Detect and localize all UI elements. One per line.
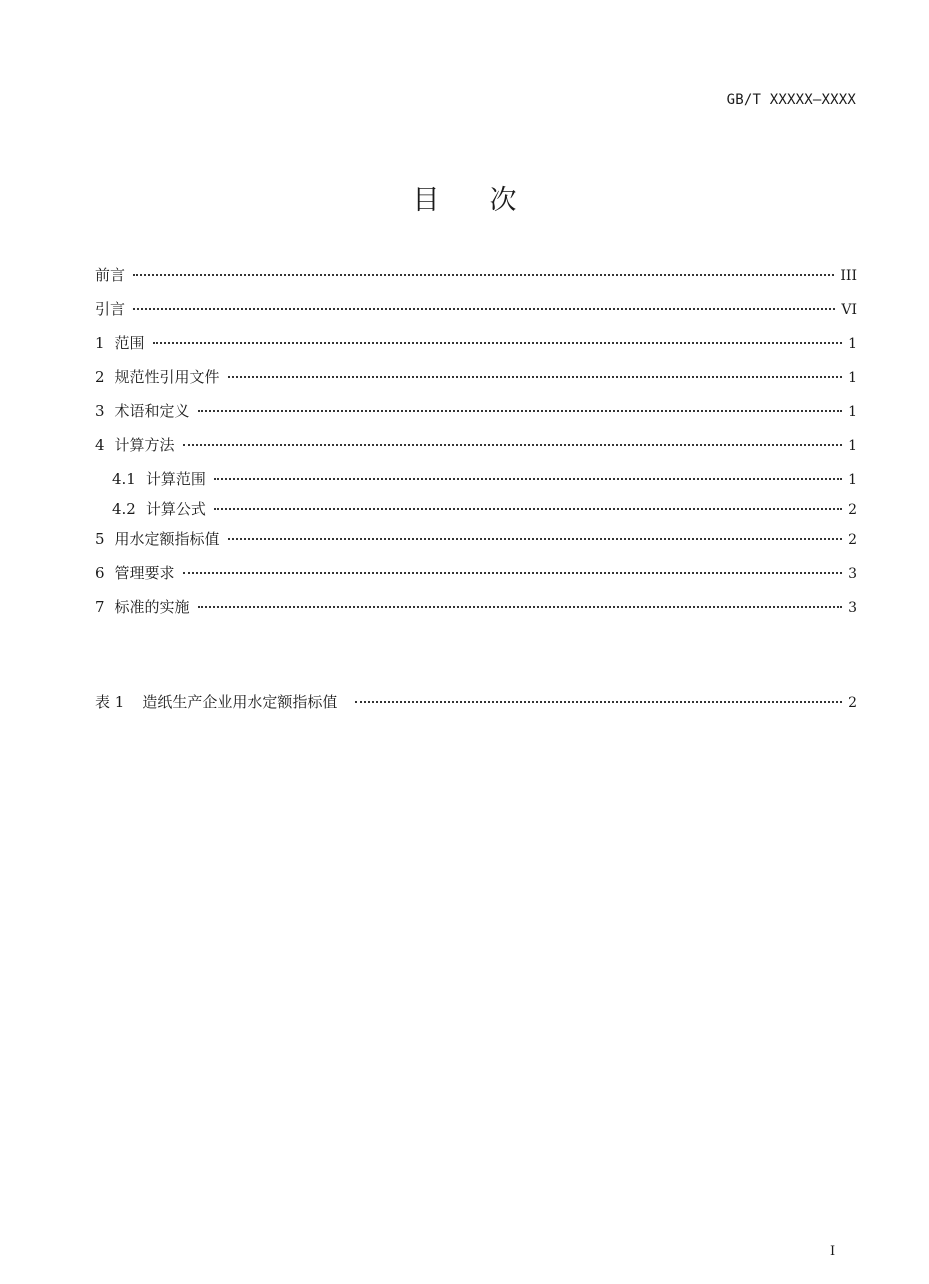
toc-entry-introduction[interactable] [95, 295, 857, 329]
toc-entry-label: 范围 [114, 334, 145, 352]
toc-entry-label: 计算公式 [145, 500, 206, 518]
toc-entry-page: 3 [848, 566, 857, 582]
toc-entry-page: 1 [848, 404, 857, 420]
toc-entry-2[interactable] [95, 363, 857, 397]
dot-leader [198, 606, 843, 608]
dot-leader [153, 342, 843, 344]
dot-leader [214, 508, 842, 510]
dot-leader [228, 538, 843, 540]
toc-entry-6[interactable] [95, 559, 857, 593]
toc-title [0, 178, 929, 217]
toc-entry-label: 计算范围 [145, 470, 206, 488]
dot-leader [183, 572, 843, 574]
toc-entry-label: 引言 [95, 300, 126, 318]
toc-entry-label: 用水定额指标值 [114, 530, 220, 548]
footer-page-number: I [830, 1244, 836, 1259]
toc-entry-page: 1 [848, 336, 857, 352]
toc-entry-number: 2 [95, 368, 105, 386]
toc-entry-3[interactable] [95, 397, 857, 431]
toc-entry-4-2[interactable] [95, 495, 857, 525]
toc-entry-number: 3 [95, 402, 105, 420]
toc-entry-page: 1 [848, 438, 857, 454]
table-entry-1[interactable] [95, 688, 857, 722]
table-entry-page: 2 [848, 695, 857, 711]
toc-entry-5[interactable] [95, 525, 857, 559]
toc-entry-label: 前言 [95, 266, 126, 284]
table-list [95, 688, 857, 722]
standard-code: GB/T XXXXX—XXXX [726, 92, 856, 108]
dot-leader [214, 478, 842, 480]
toc-entry-foreword[interactable] [95, 261, 857, 295]
toc-entry-number: 4.2 [112, 500, 136, 518]
dot-leader [198, 410, 843, 412]
toc-entry-number: 6 [95, 564, 105, 582]
dot-leader [133, 274, 834, 276]
toc-entry-number: 1 [95, 334, 105, 352]
table-entry-label: 造纸生产企业用水定额指标值 [142, 693, 338, 711]
toc-entry-label: 计算方法 [114, 436, 175, 454]
toc-entry-1[interactable] [95, 329, 857, 363]
toc-list [95, 261, 857, 627]
dot-leader [228, 376, 843, 378]
toc-entry-page: 3 [848, 600, 857, 616]
toc-entry-number: 4.1 [112, 470, 136, 488]
toc-entry-4[interactable] [95, 431, 857, 465]
toc-title-char-2: 次 [489, 185, 517, 216]
toc-entry-number: 5 [95, 530, 105, 548]
toc-entry-label: 管理要求 [114, 564, 175, 582]
toc-entry-page: 2 [848, 532, 857, 548]
dot-leader [183, 444, 843, 446]
table-entry-number: 表 1 [95, 693, 125, 711]
toc-title-char-1: 目 [412, 185, 440, 216]
toc-entry-page: 1 [848, 370, 857, 386]
dot-leader [355, 701, 842, 703]
toc-entry-label: 规范性引用文件 [114, 368, 220, 386]
toc-entry-number: 4 [95, 436, 105, 454]
toc-entry-page: 1 [848, 472, 857, 488]
toc-entry-number: 7 [95, 598, 105, 616]
toc-entry-page: 2 [848, 502, 857, 518]
toc-entry-page: III [840, 268, 857, 284]
toc-entry-page: VI [841, 302, 857, 318]
toc-entry-4-1[interactable] [95, 465, 857, 495]
toc-entry-label: 标准的实施 [114, 598, 190, 616]
toc-entry-7[interactable] [95, 593, 857, 627]
toc-entry-label: 术语和定义 [114, 402, 190, 420]
dot-leader [133, 308, 835, 310]
